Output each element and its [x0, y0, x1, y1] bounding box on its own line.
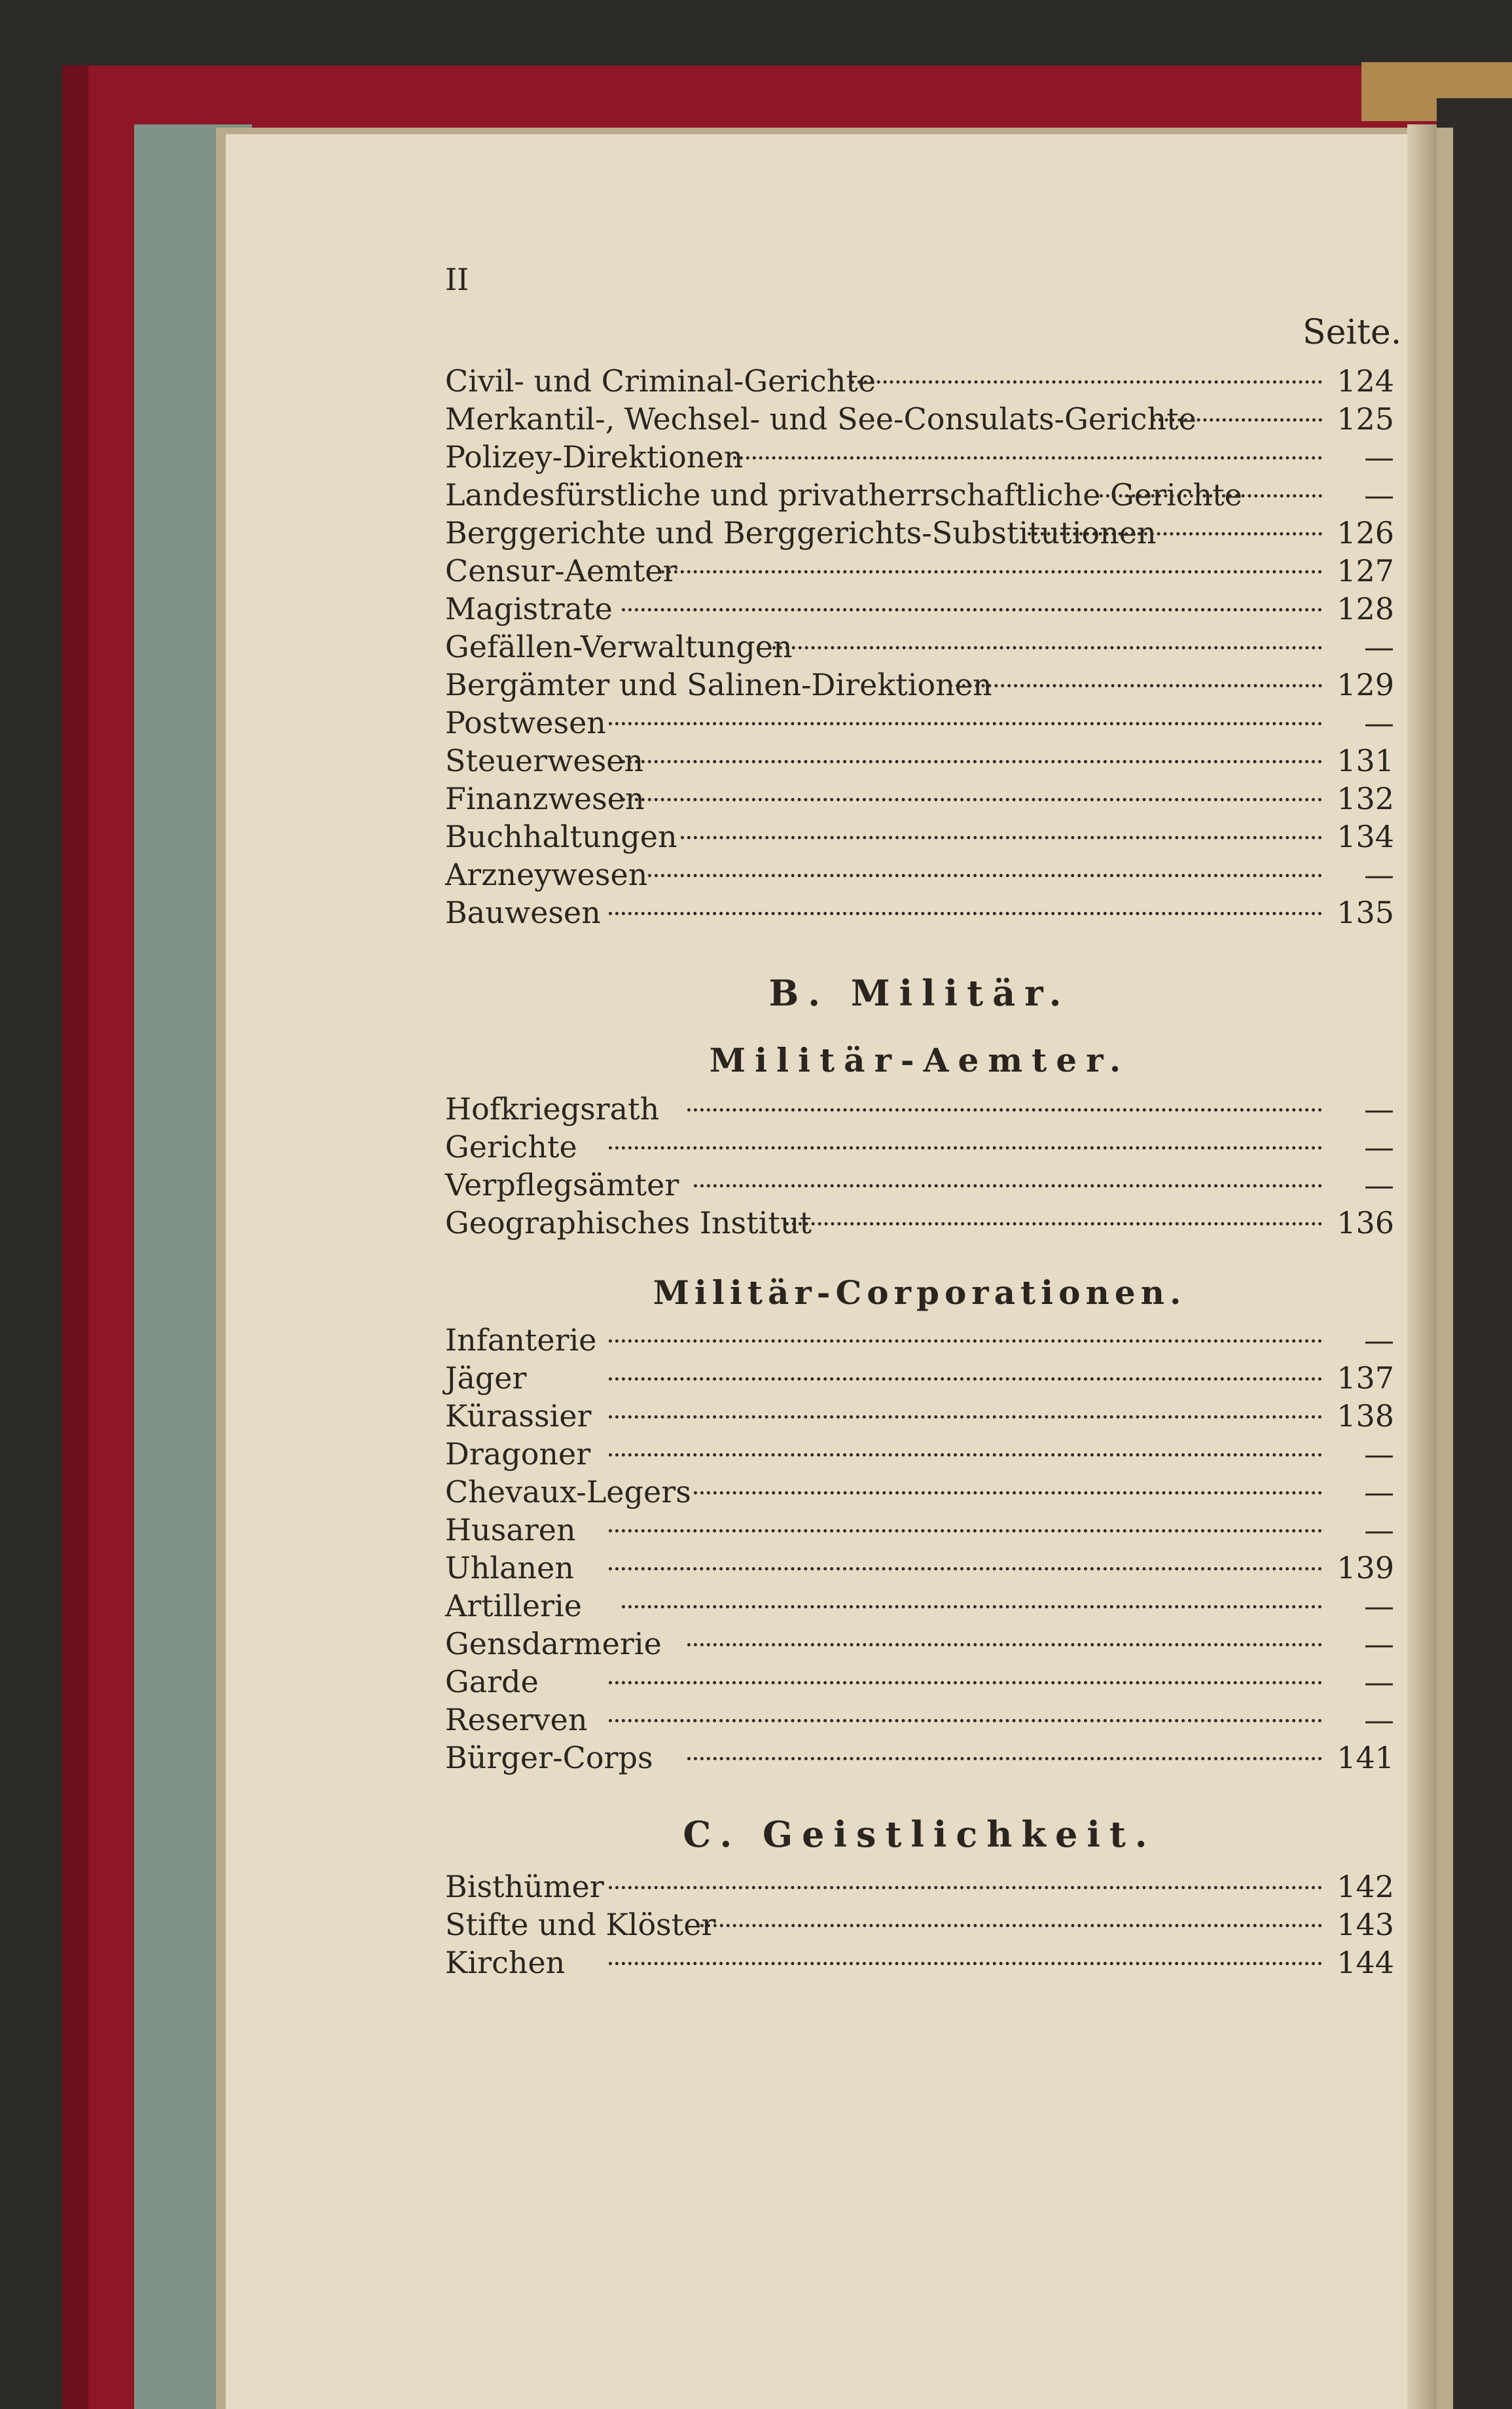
entry-label: Hofkriegsrath	[445, 1091, 660, 1127]
dot-leader	[1028, 532, 1322, 535]
entry-label: Arzneywesen	[445, 857, 648, 892]
entry-page: —	[1364, 1436, 1394, 1472]
entry-label: Garde	[445, 1664, 539, 1699]
entry-label: Verpflegsämter	[445, 1167, 679, 1203]
toc-entry	[445, 1664, 1394, 1702]
dot-leader	[609, 1377, 1322, 1381]
section-c-title: C. Geistlichkeit.	[683, 1813, 1157, 1855]
column-header: Seite.	[1303, 313, 1402, 352]
toc-entry	[445, 1436, 1394, 1474]
entry-label: Bergämter und Salinen-Direktionen	[445, 667, 992, 702]
entry-label: Gensdarmerie	[445, 1626, 662, 1661]
toc-entry	[445, 1869, 1394, 1907]
entry-label: Bürger-Corps	[445, 1740, 653, 1775]
toc-entry	[445, 1907, 1394, 1945]
dot-leader	[609, 722, 1322, 725]
entry-page: —	[1364, 705, 1394, 740]
entry-page: —	[1364, 857, 1394, 892]
dot-leader	[681, 836, 1322, 839]
toc-entry	[445, 1129, 1394, 1167]
dot-leader	[661, 570, 1322, 573]
dot-leader	[694, 1491, 1322, 1494]
dot-leader	[609, 912, 1322, 915]
dot-leader	[622, 760, 1322, 763]
dot-leader	[609, 1567, 1322, 1570]
entry-label: Infanterie	[445, 1322, 597, 1358]
entry-page: 127	[1337, 553, 1394, 589]
entry-label: Reserven	[445, 1702, 588, 1737]
entry-page: —	[1364, 1588, 1394, 1623]
toc-entry	[445, 1588, 1394, 1626]
entry-page: 132	[1337, 781, 1394, 816]
dot-leader	[622, 1605, 1322, 1608]
entry-label: Husaren	[445, 1512, 576, 1548]
entry-page: 142	[1337, 1869, 1394, 1904]
toc-entry	[445, 857, 1394, 895]
dot-leader	[1152, 418, 1322, 422]
dot-leader	[700, 1924, 1322, 1927]
toc-entry	[445, 439, 1394, 477]
entry-label: Polizey-Direktionen	[445, 439, 744, 475]
entry-page: —	[1364, 477, 1394, 513]
dot-leader	[1100, 494, 1322, 498]
toc-entry	[445, 1474, 1394, 1512]
dot-leader	[609, 1886, 1322, 1889]
entry-label: Geographisches Institut	[445, 1205, 812, 1241]
entry-page: 137	[1337, 1360, 1394, 1396]
toc-entry	[445, 1322, 1394, 1360]
entry-page: —	[1364, 1322, 1394, 1358]
entry-label: Stifte und Klöster	[445, 1907, 716, 1942]
toc-entry	[445, 1512, 1394, 1550]
entry-label: Steuerwesen	[445, 743, 644, 778]
cover-edge	[62, 65, 88, 2409]
military-corps-title: Militär-Corporationen.	[653, 1273, 1187, 1312]
entry-page: —	[1364, 1512, 1394, 1548]
toc-entry	[445, 705, 1394, 743]
dot-leader	[609, 1339, 1322, 1343]
entry-page: 126	[1337, 515, 1394, 551]
dot-leader	[772, 646, 1322, 649]
toc-entry	[445, 1360, 1394, 1398]
toc-entry	[445, 1740, 1394, 1778]
entry-page: —	[1364, 1167, 1394, 1203]
dot-leader	[785, 1222, 1322, 1225]
entry-page: 134	[1337, 819, 1394, 854]
page-gutter	[1407, 124, 1437, 2409]
toc-entry	[445, 1398, 1394, 1436]
entry-label: Finanzwesen	[445, 781, 645, 816]
entry-label: Postwesen	[445, 705, 606, 740]
section-b-title: B. Militär.	[768, 972, 1071, 1014]
entry-page: —	[1364, 629, 1394, 664]
dot-leader	[609, 1415, 1322, 1419]
dot-leader	[733, 456, 1322, 460]
entry-label: Buchhaltungen	[445, 819, 677, 854]
entry-page: 136	[1337, 1205, 1394, 1241]
entry-label: Dragoner	[445, 1436, 591, 1472]
entry-label: Censur-Aemter	[445, 553, 677, 589]
toc-entry	[445, 895, 1394, 933]
entry-label: Bauwesen	[445, 895, 601, 930]
entry-label: Civil- und Criminal-Gerichte	[445, 363, 876, 399]
entry-page: —	[1364, 1626, 1394, 1661]
toc-entry	[445, 1550, 1394, 1588]
toc-entry	[445, 477, 1394, 515]
entry-label: Jäger	[445, 1360, 527, 1396]
toc-entry	[445, 667, 1394, 705]
entry-label: Gefällen-Verwaltungen	[445, 629, 793, 664]
entry-label: Merkantil-, Wechsel- und See-Consulats-Gerichte	[445, 401, 1197, 437]
entry-page: —	[1364, 439, 1394, 475]
toc-entry	[445, 819, 1394, 857]
entry-label: Gerichte	[445, 1129, 577, 1165]
entry-page: —	[1364, 1702, 1394, 1737]
toc-entry	[445, 1091, 1394, 1129]
entry-page: —	[1364, 1664, 1394, 1699]
entry-page: —	[1364, 1091, 1394, 1127]
toc-entry	[445, 629, 1394, 667]
entry-page: —	[1364, 1129, 1394, 1165]
entry-page: 144	[1337, 1945, 1394, 1980]
entry-page: 125	[1337, 401, 1394, 437]
toc-entry	[445, 363, 1394, 401]
toc-entry	[445, 743, 1394, 781]
toc-entry	[445, 515, 1394, 553]
entry-page: 135	[1337, 895, 1394, 930]
toc-entry	[445, 1945, 1394, 1983]
toc-entry	[445, 553, 1394, 591]
dot-leader	[609, 1453, 1322, 1457]
entry-page: 141	[1337, 1740, 1394, 1775]
entry-page: 131	[1337, 743, 1394, 778]
entry-page: 139	[1337, 1550, 1394, 1585]
toc-entry	[445, 1702, 1394, 1740]
dot-leader	[609, 1962, 1322, 1965]
dot-leader	[687, 1643, 1322, 1646]
entry-page: 129	[1337, 667, 1394, 702]
dot-leader	[648, 874, 1322, 877]
dot-leader	[609, 1146, 1322, 1150]
dot-leader	[851, 380, 1322, 384]
dot-leader	[609, 1681, 1322, 1684]
dot-leader	[609, 1529, 1322, 1532]
dot-leader	[609, 1719, 1322, 1722]
entry-page: —	[1364, 1474, 1394, 1510]
entry-label: Berggerichte und Berggerichts-Substitutionen	[445, 515, 1157, 551]
toc-entry	[445, 1626, 1394, 1664]
toc-entry	[445, 781, 1394, 819]
entry-page: 138	[1337, 1398, 1394, 1434]
toc-entry	[445, 1205, 1394, 1243]
entry-label: Kürassier	[445, 1398, 592, 1434]
dot-leader	[622, 608, 1322, 611]
entry-label: Artillerie	[445, 1588, 582, 1623]
entry-page: 128	[1337, 591, 1394, 626]
entry-page: 143	[1337, 1907, 1394, 1942]
entry-label: Bisthümer	[445, 1869, 604, 1904]
toc-entry	[445, 591, 1394, 629]
toc-entry	[445, 401, 1394, 439]
dot-leader	[622, 798, 1322, 801]
dot-leader	[694, 1184, 1322, 1187]
dot-leader	[687, 1108, 1322, 1112]
dot-leader	[687, 1757, 1322, 1760]
entry-label: Chevaux-Legers	[445, 1474, 691, 1510]
entry-label: Kirchen	[445, 1945, 566, 1980]
entry-label: Uhlanen	[445, 1550, 575, 1585]
dot-leader	[949, 684, 1322, 687]
toc-entry	[445, 1167, 1394, 1205]
military-offices-title: Militär-Aemter.	[709, 1041, 1130, 1079]
entry-label: Landesfürstliche und privatherrschaftliche Gerichte	[445, 477, 1242, 513]
entry-page: 124	[1337, 363, 1394, 399]
page-number: II	[445, 262, 469, 297]
entry-label: Magistrate	[445, 591, 613, 626]
